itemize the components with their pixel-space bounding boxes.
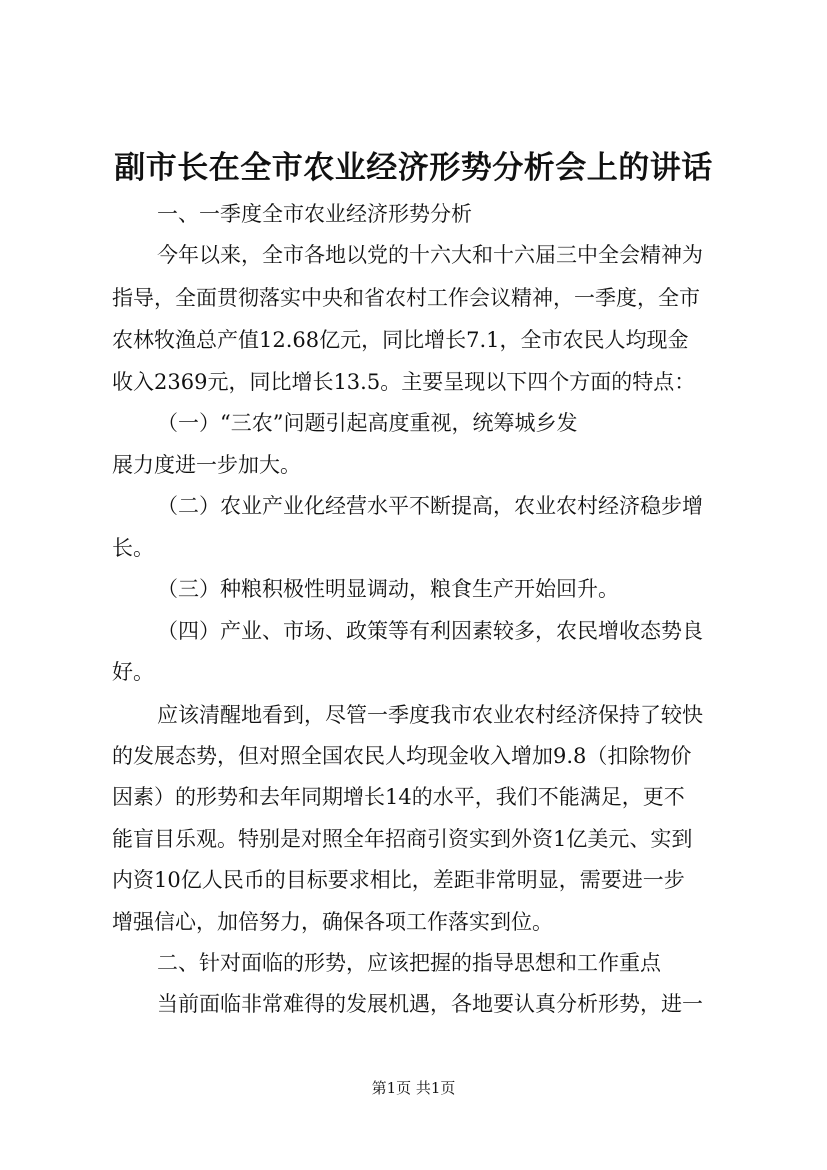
document-title: 副市长在全市农业经济形势分析会上的讲话 <box>114 150 713 186</box>
paragraph-line: 的发展态势，但对照全国农民人均现金收入增加9.8（扣除物价 <box>112 744 692 768</box>
page-number-footer: 第1页 共1页 <box>371 1079 456 1097</box>
paragraph-line: （一）“三农”问题引起高度重视，统筹城乡发 <box>157 411 578 435</box>
paragraph-line: 展力度进一步加大。 <box>112 453 301 477</box>
paragraph-line: 因素）的形势和去年同期增长14的水平，我们不能满足，更不 <box>112 785 685 809</box>
paragraph-line: 增强信心，加倍努力，确保各项工作落实到位。 <box>112 910 553 934</box>
section-heading-2: 二、针对面临的形势，应该把握的指导思想和工作重点 <box>157 951 661 975</box>
paragraph-line: 能盲目乐观。特别是对照全年招商引资实到外资1亿美元、实到 <box>112 827 693 851</box>
paragraph-line: 当前面临非常难得的发展机遇，各地要认真分析形势，进一 <box>157 992 703 1016</box>
paragraph-line: 今年以来，全市各地以党的十六大和十六届三中全会精神为 <box>157 243 703 267</box>
paragraph-line: 好。 <box>112 660 154 684</box>
paragraph-line: 指导，全面贯彻落实中央和省农村工作会议精神，一季度，全市 <box>112 286 700 310</box>
section-heading-1: 一、一季度全市农业经济形势分析 <box>157 202 472 226</box>
paragraph-line: 应该清醒地看到，尽管一季度我市农业农村经济保持了较快 <box>157 703 703 727</box>
paragraph-line: （四）产业、市场、政策等有利因素较多，农民增收态势良 <box>157 619 703 643</box>
paragraph-line: 农林牧渔总产值12.68亿元，同比增长7.1，全市农民人均现金 <box>112 328 689 352</box>
paragraph-line: 长。 <box>112 536 154 560</box>
paragraph-line: 收入2369元，同比增长13.5。主要呈现以下四个方面的特点： <box>112 370 696 394</box>
paragraph-line: （三）种粮积极性明显调动，粮食生产开始回升。 <box>157 577 619 601</box>
paragraph-line: （二）农业产业化经营水平不断提高，农业农村经济稳步增 <box>157 494 703 518</box>
paragraph-line: 内资10亿人民币的目标要求相比，差距非常明显，需要进一步 <box>112 868 685 892</box>
